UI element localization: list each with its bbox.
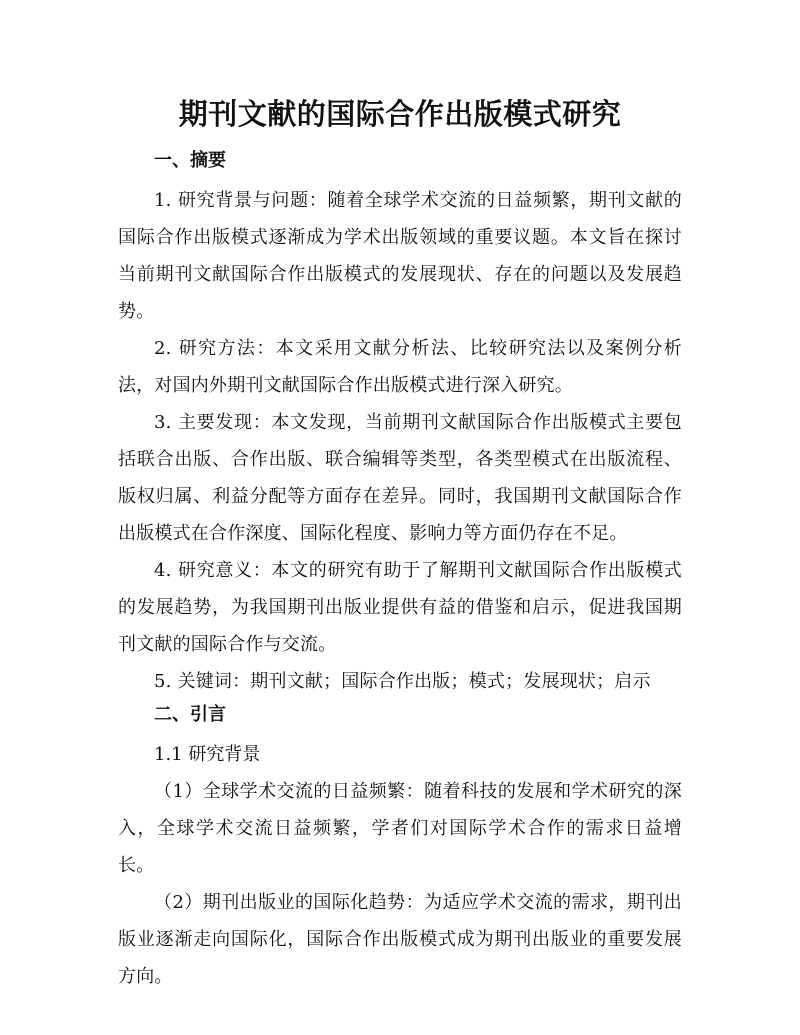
- abstract-paragraph-4: 4. 研究意义：本文的研究有助于了解期刊文献国际合作出版模式的发展趋势，为我国期刊出版业提供有益的借鉴和启示，促进我国期刊文献的国际合作与交流。: [118, 560, 682, 655]
- abstract-paragraph-1: 1. 研究背景与问题：随着全球学术交流的日益频繁，期刊文献的国际合作出版模式逐渐成为学术出版领域的重要议题。本文旨在探讨当前期刊文献国际合作出版模式的发展现状、存在的问题以及发展趋势。: [118, 190, 682, 322]
- abstract-keywords: 5. 关键词：期刊文献；国际合作出版；模式；发展现状；启示: [154, 671, 651, 692]
- abstract-paragraph-3: 3. 主要发现：本文发现，当前期刊文献国际合作出版模式主要包括联合出版、合作出版、联合编辑等类型，各类型模式在出版流程、版权归属、利益分配等方面存在差异。同时，我国期刊文献国际合作出版模式在合作深度、国际化程度、影响力等方面仍存在不足。: [118, 412, 682, 544]
- abstract-paragraph-2: 2. 研究方法：本文采用文献分析法、比较研究法以及案例分析法，对国内外期刊文献国际合作出版模式进行深入研究。: [118, 338, 682, 396]
- section-heading-introduction: 二、引言: [154, 704, 226, 725]
- section-heading-abstract: 一、摘要: [154, 150, 226, 171]
- subsection-heading-background: 1.1 研究背景: [154, 744, 261, 765]
- intro-paragraph-2: （2）期刊出版业的国际化趋势：为适应学术交流的需求，期刊出版业逐渐走向国际化，国际合作出版模式成为期刊出版业的重要发展方向。: [118, 892, 682, 987]
- intro-paragraph-1: （1）全球学术交流的日益频繁：随着科技的发展和学术研究的深入，全球学术交流日益频繁，学者们对国际学术合作的需求日益增长。: [118, 781, 682, 876]
- document-title: 期刊文献的国际合作出版模式研究: [178, 97, 622, 131]
